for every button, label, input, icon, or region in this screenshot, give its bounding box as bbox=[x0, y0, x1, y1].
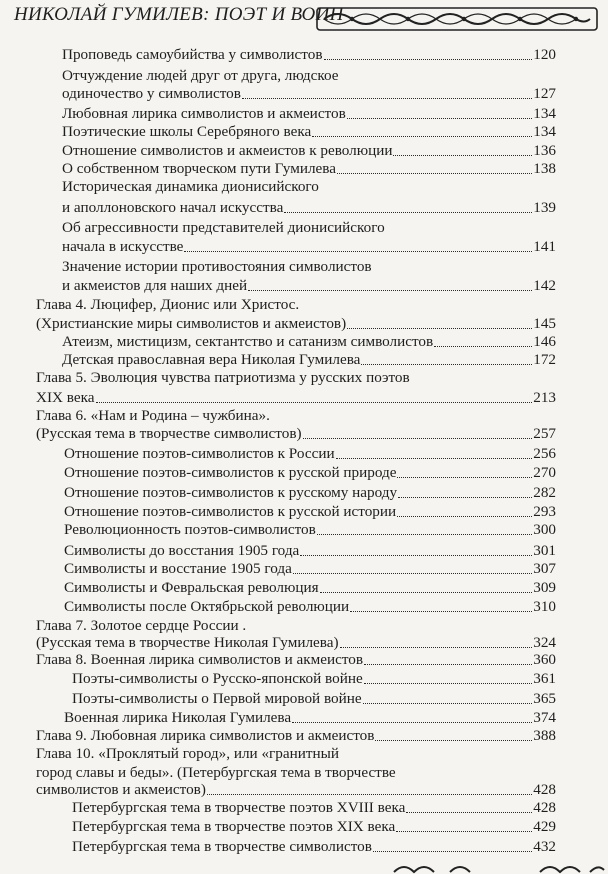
toc-page-number: 134 bbox=[533, 105, 556, 122]
toc-entry-title: (Христианские миры символистов и акмеистов) bbox=[36, 315, 347, 332]
toc-dot-leader bbox=[96, 398, 533, 403]
toc-entry-title: (Русская тема в творчестве Николая Гумилева) bbox=[36, 634, 339, 651]
toc-page-number: 145 bbox=[533, 315, 556, 332]
toc-dot-leader bbox=[363, 699, 533, 704]
toc-dot-leader bbox=[393, 151, 532, 156]
toc-dot-leader bbox=[347, 324, 532, 329]
toc-page-number: 138 bbox=[533, 160, 556, 177]
toc-entry bbox=[62, 277, 556, 294]
toc-entry bbox=[36, 781, 556, 798]
toc-dot-leader bbox=[364, 679, 532, 684]
toc-entry bbox=[64, 709, 556, 726]
toc-entry-title: Глава 8. Военная лирика символистов и акмеистов bbox=[36, 651, 364, 668]
toc-entry bbox=[72, 690, 556, 707]
toc-dot-leader bbox=[347, 114, 532, 119]
toc-entry bbox=[64, 521, 556, 538]
toc-entry bbox=[64, 503, 556, 520]
toc-page-number: 293 bbox=[533, 503, 556, 520]
toc-entry-title: Отношение поэтов-символистов к русской истории bbox=[64, 503, 397, 520]
toc-entry bbox=[72, 838, 556, 855]
toc-dot-leader bbox=[242, 94, 532, 99]
toc-entry bbox=[62, 219, 385, 236]
toc-page-number: 213 bbox=[533, 389, 556, 406]
toc-page-number: 139 bbox=[533, 199, 556, 216]
toc-entry bbox=[36, 425, 556, 442]
toc-entry-title: город славы и беды». (Петербургская тема в творчестве bbox=[36, 764, 396, 781]
toc-dot-leader bbox=[207, 790, 532, 795]
toc-entry-title: Значение истории противостояния символистов bbox=[62, 258, 372, 275]
toc-entry-title: Петербургская тема в творчестве символистов bbox=[72, 838, 372, 855]
toc-entry-title: и акмеистов для наших дней bbox=[62, 277, 248, 294]
toc-entry bbox=[36, 764, 396, 781]
toc-entry-title: Глава 10. «Проклятый город», или «гранитный bbox=[36, 745, 339, 762]
toc-page-number: 309 bbox=[533, 579, 556, 596]
toc-dot-leader bbox=[320, 588, 533, 593]
toc-entry bbox=[62, 258, 372, 275]
toc-entry bbox=[36, 634, 556, 651]
header-ornament bbox=[316, 6, 598, 32]
toc-entry bbox=[62, 67, 339, 84]
toc-entry-title: Об агрессивности представителей дионисийского bbox=[62, 219, 385, 236]
toc-entry-title: Символисты и Февральская революция bbox=[64, 579, 319, 596]
toc-dot-leader bbox=[397, 512, 532, 517]
toc-entry-title: О собственном творческом пути Гумилева bbox=[62, 160, 336, 177]
toc-entry-title: Революционность поэтов-символистов bbox=[64, 521, 316, 538]
toc-entry-title: символистов и акмеистов) bbox=[36, 781, 206, 798]
toc-dot-leader bbox=[293, 569, 532, 574]
toc-entry-title: начала в искусстве bbox=[62, 238, 184, 255]
toc-entry-title: Символисты до восстания 1905 года bbox=[64, 542, 300, 559]
toc-page-number: 428 bbox=[533, 781, 556, 798]
toc-page-number: 432 bbox=[533, 838, 556, 855]
toc-dot-leader bbox=[303, 434, 533, 439]
toc-dot-leader bbox=[406, 808, 532, 813]
toc-entry-title: одиночество у символистов bbox=[62, 85, 241, 102]
toc-entry bbox=[64, 542, 556, 559]
toc-entry-title: Поэты-символисты о Первой мировой войне bbox=[72, 690, 362, 707]
toc-dot-leader bbox=[361, 360, 532, 365]
toc-entry bbox=[62, 199, 556, 216]
toc-dot-leader bbox=[317, 530, 532, 535]
toc-entry-title: Отчуждение людей друг от друга, людское bbox=[62, 67, 339, 84]
toc-entry bbox=[36, 315, 556, 332]
toc-entry-title: Отношение поэтов-символистов к русскому народу bbox=[64, 484, 398, 501]
toc-entry bbox=[36, 651, 556, 668]
toc-entry-title: Поэты-символисты о Русско-японской войне bbox=[72, 670, 363, 687]
toc-entry-title: Глава 9. Любовная лирика символистов и акмеистов bbox=[36, 727, 375, 744]
toc-dot-leader bbox=[434, 342, 532, 347]
toc-page-number: 324 bbox=[533, 634, 556, 651]
toc-page-number: 282 bbox=[533, 484, 556, 501]
toc-entry-title: Поэтические школы Серебряного века bbox=[62, 123, 312, 140]
toc-dot-leader bbox=[300, 551, 532, 556]
toc-entry-title: (Русская тема в творчестве символистов) bbox=[36, 425, 302, 442]
toc-page-number: 428 bbox=[533, 799, 556, 816]
toc-page-number: 300 bbox=[533, 521, 556, 538]
toc-entry bbox=[62, 105, 556, 122]
toc-page-number: 142 bbox=[533, 277, 556, 294]
toc-entry-title: и аполлоновского начал искусства bbox=[62, 199, 284, 216]
toc-dot-leader bbox=[364, 660, 532, 665]
toc-entry bbox=[64, 464, 556, 481]
toc-entry bbox=[62, 160, 556, 177]
toc-page-number: 361 bbox=[533, 670, 556, 687]
toc-entry bbox=[64, 598, 556, 615]
toc-entry bbox=[36, 407, 270, 424]
toc-page-number: 307 bbox=[533, 560, 556, 577]
toc-dot-leader bbox=[284, 208, 532, 213]
toc-dot-leader bbox=[396, 827, 532, 832]
toc-entry bbox=[62, 46, 556, 63]
toc-page-number: 310 bbox=[533, 598, 556, 615]
toc-page-number: 146 bbox=[533, 333, 556, 350]
toc-dot-leader bbox=[337, 169, 532, 174]
toc-entry-title: Петербургская тема в творчестве поэтов XIX века bbox=[72, 818, 396, 835]
toc-dot-leader bbox=[184, 247, 532, 252]
toc-page-number: 270 bbox=[533, 464, 556, 481]
toc-entry-title: Отношение поэтов-символистов к России bbox=[64, 445, 335, 462]
toc-entry-title: Военная лирика Николая Гумилева bbox=[64, 709, 292, 726]
running-header-title: НИКОЛАЙ ГУМИЛЕВ: ПОЭТ И ВОИН bbox=[14, 4, 344, 25]
toc-entry bbox=[72, 818, 556, 835]
toc-entry bbox=[62, 351, 556, 368]
toc-entry bbox=[36, 369, 410, 386]
toc-entry-title: Глава 5. Эволюция чувства патриотизма у русских поэтов bbox=[36, 369, 410, 386]
toc-entry bbox=[62, 333, 556, 350]
toc-entry bbox=[64, 484, 556, 501]
toc-dot-leader bbox=[375, 736, 532, 741]
toc-page-number: 374 bbox=[533, 709, 556, 726]
toc-page-number: 141 bbox=[533, 238, 556, 255]
toc-entry bbox=[64, 560, 556, 577]
toc-entry bbox=[36, 389, 556, 406]
toc-dot-leader bbox=[350, 607, 532, 612]
toc-dot-leader bbox=[398, 493, 532, 498]
toc-dot-leader bbox=[324, 55, 533, 60]
toc-entry bbox=[62, 85, 556, 102]
toc-entry bbox=[64, 579, 556, 596]
toc-entry-title: Историческая динамика дионисийского bbox=[62, 178, 319, 195]
toc-entry-title: XIX века bbox=[36, 389, 95, 406]
toc-entry bbox=[62, 238, 556, 255]
toc-page-number: 120 bbox=[533, 46, 556, 63]
toc-entry-title: Отношение символистов и акмеистов к революции bbox=[62, 142, 393, 159]
toc-page-number: 429 bbox=[533, 818, 556, 835]
toc-entry-title: Атеизм, мистицизм, сектантство и сатанизм символистов bbox=[62, 333, 434, 350]
toc-page-number: 257 bbox=[533, 425, 556, 442]
toc-entry-title: Любовная лирика символистов и акмеистов bbox=[62, 105, 346, 122]
toc-entry bbox=[62, 142, 556, 159]
toc-entry-title: Глава 6. «Нам и Родина – чужбина». bbox=[36, 407, 270, 424]
toc-entry-title: Глава 7. Золотое сердце России . bbox=[36, 617, 247, 634]
toc-dot-leader bbox=[397, 473, 532, 478]
toc-dot-leader bbox=[248, 286, 532, 291]
toc-entry-title: Отношение поэтов-символистов к русской природе bbox=[64, 464, 397, 481]
toc-entry-title: Символисты после Октябрьской революции bbox=[64, 598, 350, 615]
toc-page-number: 360 bbox=[533, 651, 556, 668]
toc-page-number: 136 bbox=[533, 142, 556, 159]
footer-ornament bbox=[390, 860, 608, 874]
toc-dot-leader bbox=[312, 132, 532, 137]
toc-entry bbox=[36, 296, 299, 313]
toc-entry bbox=[36, 727, 556, 744]
toc-dot-leader bbox=[336, 454, 533, 459]
toc-page-number: 127 bbox=[533, 85, 556, 102]
toc-entry bbox=[64, 445, 556, 462]
toc-entry bbox=[36, 745, 339, 762]
toc-entry bbox=[72, 799, 556, 816]
toc-entry-title: Петербургская тема в творчестве поэтов XVIII века bbox=[72, 799, 406, 816]
toc-page-number: 301 bbox=[533, 542, 556, 559]
toc-entry bbox=[62, 123, 556, 140]
toc-dot-leader bbox=[292, 718, 532, 723]
toc-dot-leader bbox=[373, 847, 532, 852]
toc-page-number: 172 bbox=[533, 351, 556, 368]
toc-entry-title: Детская православная вера Николая Гумилева bbox=[62, 351, 361, 368]
toc-entry bbox=[62, 178, 319, 195]
toc-page-number: 256 bbox=[533, 445, 556, 462]
toc-entry-title: Глава 4. Люцифер, Дионис или Христос. bbox=[36, 296, 300, 313]
toc-page-number: 134 bbox=[533, 123, 556, 140]
toc-entry bbox=[36, 617, 246, 634]
toc-entry bbox=[72, 670, 556, 687]
toc-page-number: 388 bbox=[533, 727, 556, 744]
toc-entry-title: Символисты и восстание 1905 года bbox=[64, 560, 292, 577]
toc-entry-title: Проповедь самоубийства у символистов bbox=[62, 46, 323, 63]
toc-dot-leader bbox=[340, 643, 533, 648]
toc-page-number: 365 bbox=[533, 690, 556, 707]
